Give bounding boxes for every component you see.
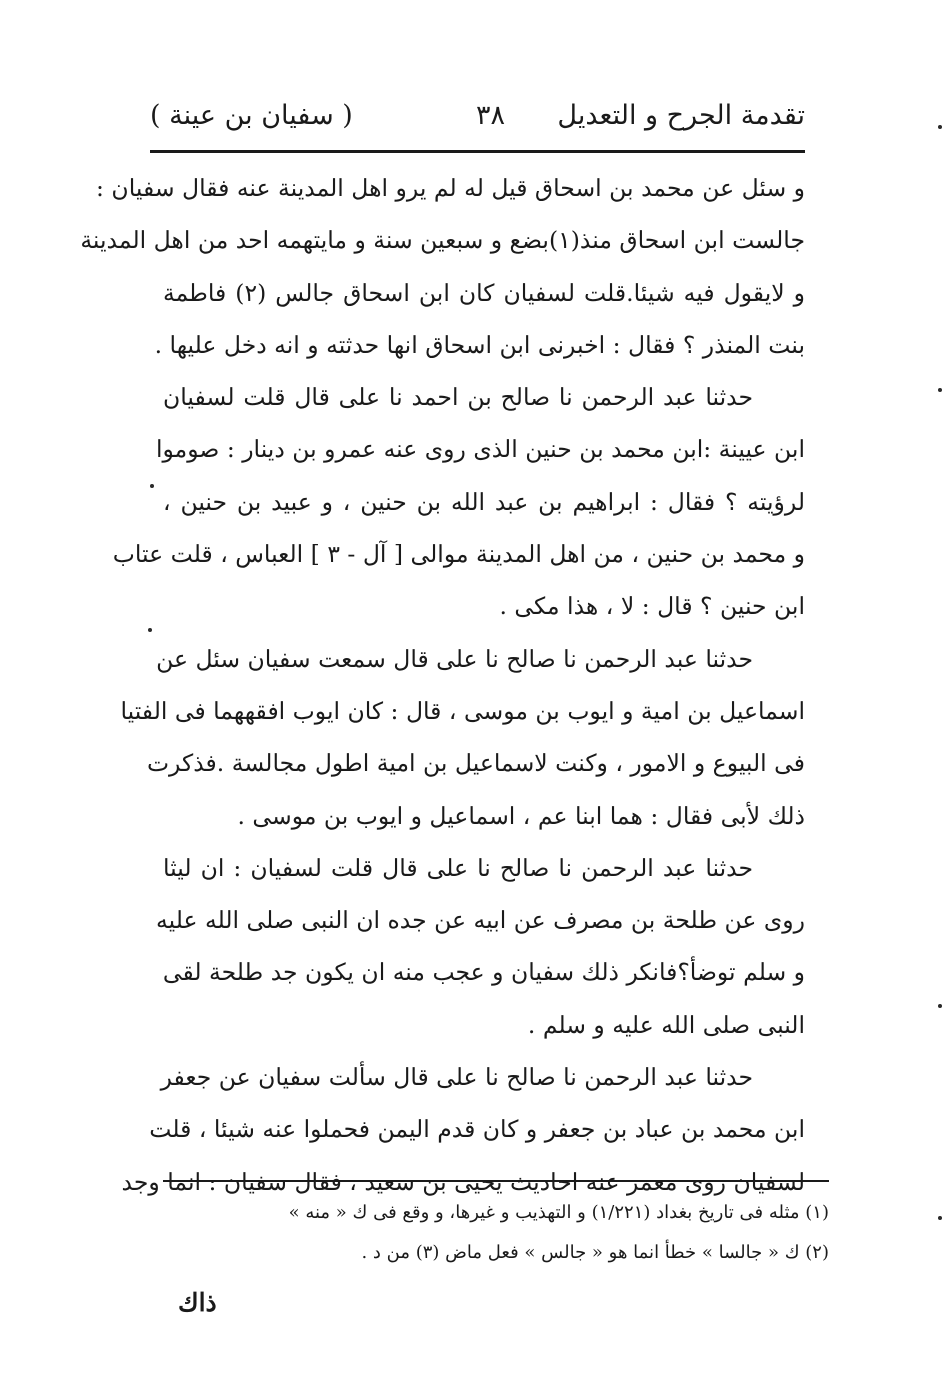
margin-speck <box>150 484 154 488</box>
margin-speck <box>938 125 942 129</box>
text-line: و سلم توضأ؟فانكر ذلك سفيان و عجب منه ان يكون جد طلحة لقى <box>162 958 805 987</box>
text-line: اسماعيل بن امية و ايوب بن موسى ، قال : كان ايوب افقههما فى الفتيا <box>120 696 805 725</box>
paragraph-start-line: حدثنا عبد الرحمن نا صالح نا على قال سمعت سفيان سئل عن <box>156 644 753 673</box>
text-line: و محمد بن حنين ، من اهل المدينة موالى [ آل - ٣ ] العباس ، قلت عتاب <box>112 540 805 569</box>
paragraph-start-line: حدثنا عبد الرحمن نا صالح نا على قال سألت سفيان عن جعفر <box>160 1063 753 1092</box>
margin-speck <box>938 1216 942 1220</box>
paragraph-start-line: حدثنا عبد الرحمن نا صالح نا على قال قلت لسفيان : ان ليثا <box>163 853 753 882</box>
text-line: بنت المنذر ؟ فقال : اخبرنى ابن اسحاق انها حدثته و انه دخل عليها . <box>154 330 805 359</box>
text-line: ذلك لأبى فقال : هما ابنا عم ، اسماعيل و ايوب بن موسى . <box>237 801 805 830</box>
text-line: ابن عيينة :ابن محمد بن حنين الذى روى عنه عمرو بن دينار : صوموا <box>156 435 805 464</box>
text-line: النبى صلى الله عليه و سلم . <box>527 1010 805 1039</box>
footnote: (١) مثله فى تاريخ بغداد (١/٢٢١) و التهذيب و غيرها، و وقع فى ك « منه » <box>288 1202 829 1223</box>
paragraph-start-line: حدثنا عبد الرحمن نا صالح بن احمد نا على قال قلت لسفيان <box>163 383 753 412</box>
text-line: و سئل عن محمد بن اسحاق قيل له لم يرو اهل المدينة عنه فقال سفيان : <box>96 174 805 202</box>
footnote-rule <box>163 1180 829 1182</box>
catchword: ذاك <box>178 1288 217 1317</box>
margin-speck <box>938 1004 942 1008</box>
main-text <box>80 162 805 1208</box>
text-line: ابن محمد بن عباد بن جعفر و كان قدم اليمن فحملوا عنه شيئا ، قلت <box>149 1115 805 1144</box>
text-line: جالست ابن اسحاق منذ(١)بضع و سبعين سنة و مايتهمه احد من اهل المدينة <box>80 226 805 255</box>
margin-speck <box>148 628 152 632</box>
running-header <box>150 96 805 146</box>
text-line: و لايقول فيه شيئا.قلت لسفيان كان ابن اسحاق جالس (٢) فاطمة <box>163 278 805 307</box>
text-line: ابن حنين ؟ قال : لا ، هذا مكى . <box>499 592 805 621</box>
text-line: فى البيوع و الامور ، وكنت لاسماعيل بن امية اطول مجالسة .فذكرت <box>146 749 805 778</box>
footnote: (٢) ك « جالسا » خطأ انما هو « جالس » فعل ماض (٣) من د . <box>361 1242 829 1263</box>
header-rule <box>150 150 805 153</box>
margin-speck <box>938 388 942 392</box>
text-line: لسفيان روى معمر عنه احاديث يحيى بن سعيد ، فقال سفيان : انما وجد <box>121 1167 805 1196</box>
text-line: لرؤيته ؟ فقال : ابراهيم بن عبد الله بن حنين ، و عبيد بن حنين ، <box>163 487 805 516</box>
section-title: ( سفيان بن عينة ) <box>150 100 353 131</box>
footnotes <box>163 1193 829 1273</box>
book-title: تقدمة الجرح و التعديل <box>557 100 805 131</box>
text-line: روى عن طلحة بن مصرف عن ابيه عن جده ان النبى صلى الله عليه <box>156 906 805 935</box>
page-number: ٣٨ <box>475 100 505 131</box>
